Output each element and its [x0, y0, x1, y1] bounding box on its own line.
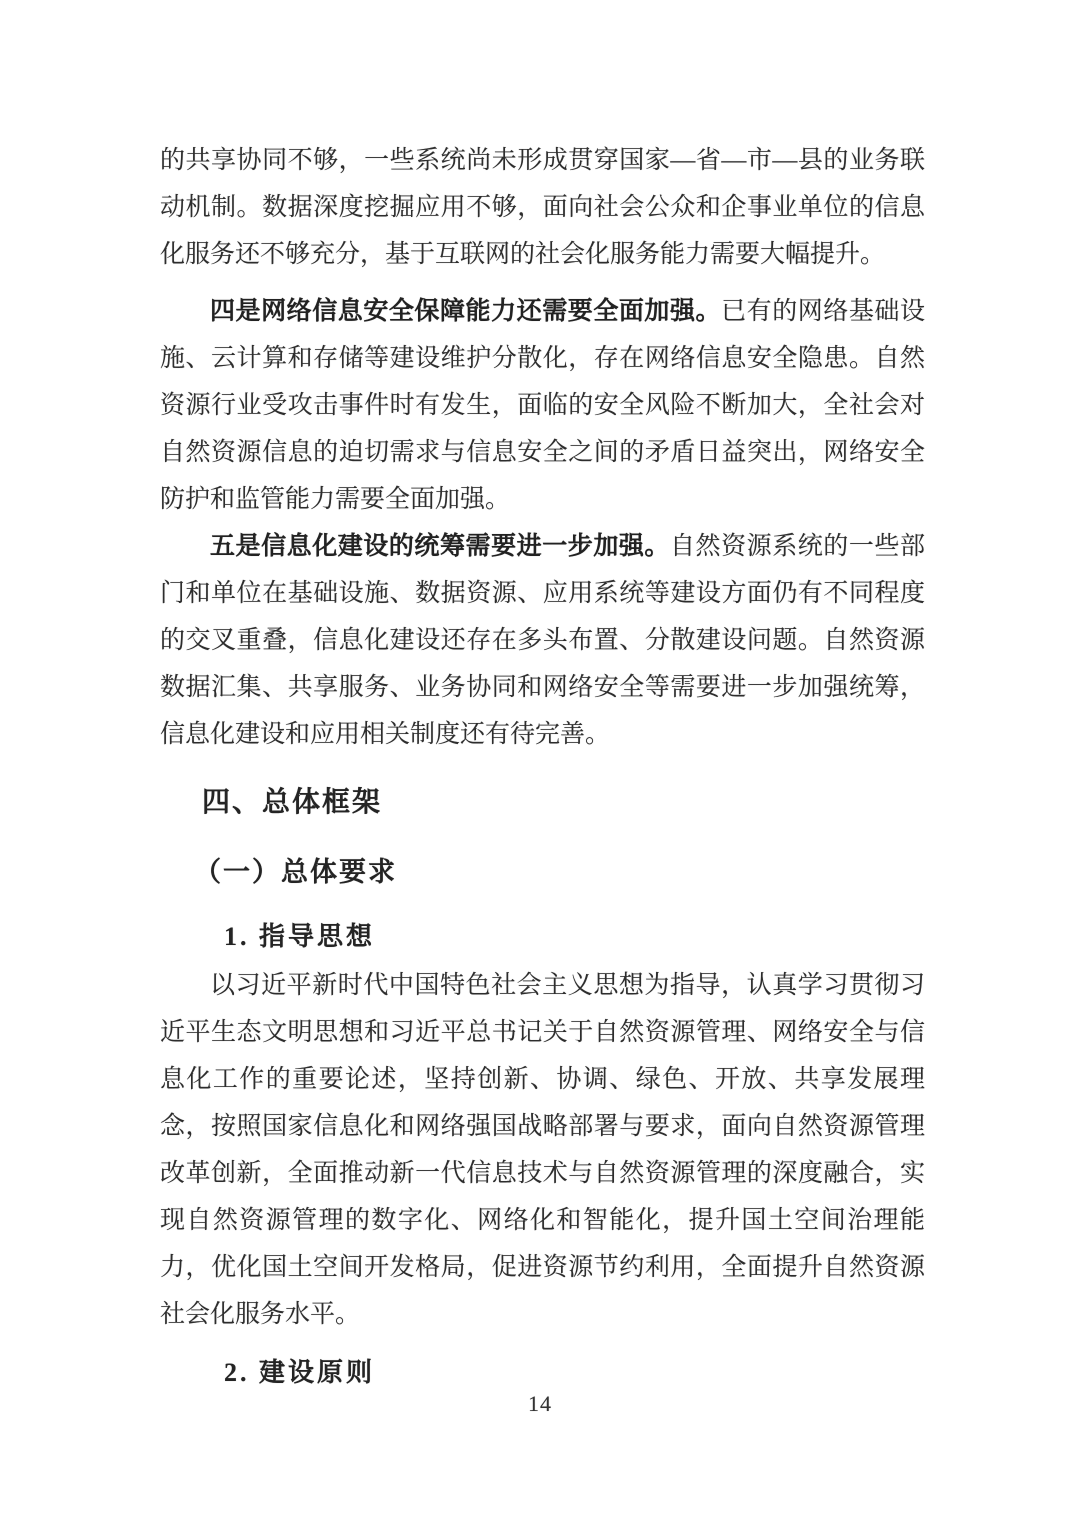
paragraph-issue5: [160, 523, 925, 758]
heading-section-overall-framework: 四、总体框架: [202, 786, 383, 817]
heading-subsection-overall-requirements: （一）总体要求: [194, 857, 397, 887]
issue5-lead-sentence: 五是信息化建设的统筹需要进一步加强。: [210, 533, 670, 560]
page-footer: [0, 1390, 1080, 1418]
page-number: 14: [528, 1391, 552, 1416]
document-body: [160, 137, 925, 1392]
heading-item-construction-principles: 2. 建设原则: [224, 1358, 376, 1387]
paragraph-guiding-thought: 以习近平新时代中国特色社会主义思想为指导，认真学习贯彻习近平生态文明思想和习近平总书记关于自然资源管理、网络安全与信息化工作的重要论述，坚持创新、协调、绿色、开放、共享发展理念，按照国家信息化和网络强国战略部署与要求，面向自然资源管理改革创新，全面推动新一代信息技术与自然资源管理的深度融合，实现自然资源管理的数字化、网络化和智能化，提升国土空间治理能力，优化国土空间开发格局，促进资源节约利用，全面提升自然资源社会化服务水平。: [160, 972, 925, 1328]
heading-item-guiding-thought: 1. 指导思想: [224, 922, 376, 951]
paragraph-continuation: 的共享协同不够，一些系统尚未形成贯穿国家—省—市—县的业务联动机制。数据深度挖掘应用不够，面向社会公众和企事业单位的信息化服务还不够充分，基于互联网的社会化服务能力需要大幅提升。: [160, 147, 925, 268]
issue4-body-text: 已有的网络基础设施、云计算和存储等建设维护分散化，存在网络信息安全隐患。自然资源行业受攻击事件时有发生，面临的安全风险不断加大，全社会对自然资源信息的迫切需求与信息安全之间的矛盾日益突出，网络安全防护和监管能力需要全面加强。: [160, 298, 925, 513]
issue4-lead-sentence: 四是网络信息安全保障能力还需要全面加强。: [210, 298, 722, 325]
issue5-body-text: 自然资源系统的一些部门和单位在基础设施、数据资源、应用系统等建设方面仍有不同程度的交叉重叠，信息化建设还存在多头布置、分散建设问题。自然资源数据汇集、共享服务、业务协同和网络安全等需要进一步加强统筹，信息化建设和应用相关制度还有待完善。: [160, 533, 925, 748]
paragraph-issue4: [160, 288, 925, 523]
